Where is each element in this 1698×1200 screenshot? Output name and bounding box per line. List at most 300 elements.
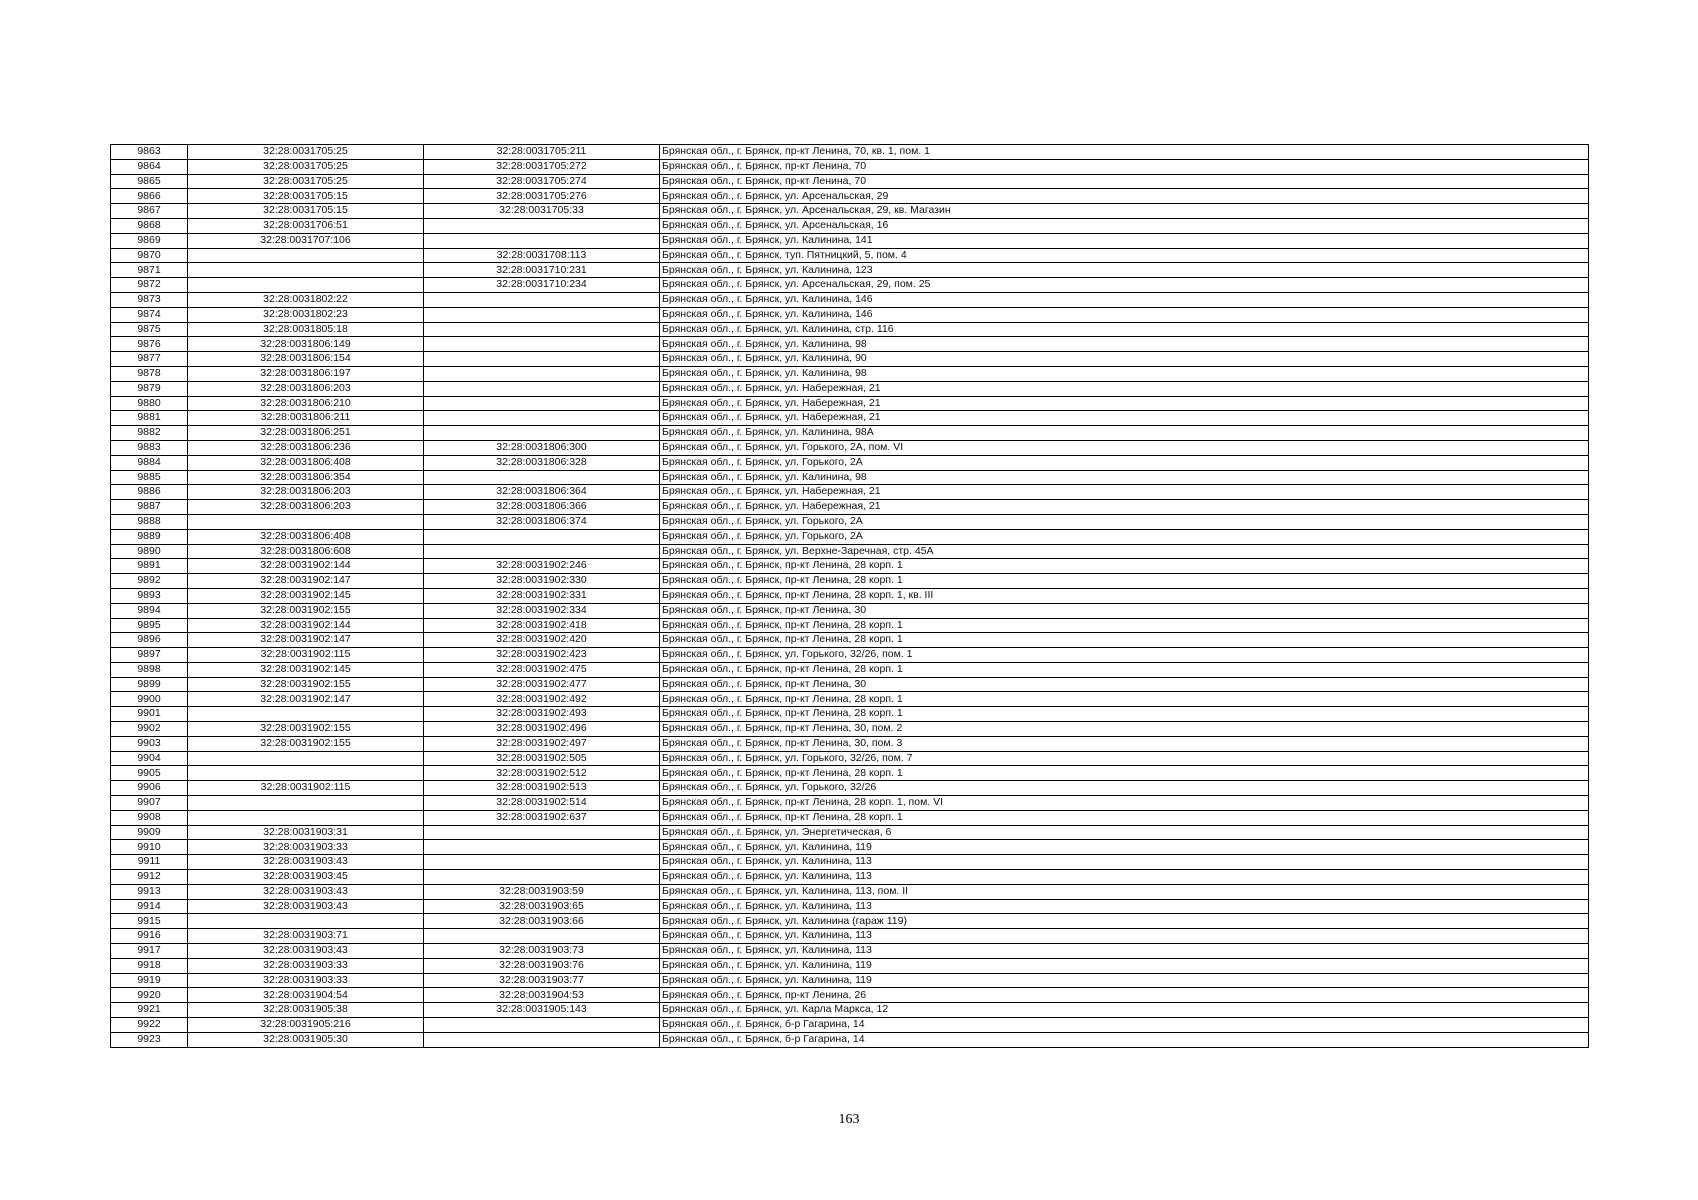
row-number-cell: 9897 — [111, 648, 188, 663]
object-cadastral-number-cell — [424, 233, 660, 248]
address-cell: Брянская обл., г. Брянск, ул. Арсенальская, 29, пом. 25 — [660, 278, 1589, 293]
parcel-cadastral-number-cell: 32:28:0031802:22 — [188, 292, 424, 307]
table-row — [111, 929, 1589, 944]
address-cell: Брянская обл., г. Брянск, ул. Горького, 2А — [660, 514, 1589, 529]
row-number-cell: 9905 — [111, 766, 188, 781]
parcel-cadastral-number-cell: 32:28:0031902:155 — [188, 677, 424, 692]
table-row — [111, 810, 1589, 825]
object-cadastral-number-cell: 32:28:0031902:493 — [424, 707, 660, 722]
object-cadastral-number-cell — [424, 411, 660, 426]
object-cadastral-number-cell — [424, 855, 660, 870]
row-number-cell: 9910 — [111, 840, 188, 855]
table-row — [111, 292, 1589, 307]
object-cadastral-number-cell: 32:28:0031902:505 — [424, 751, 660, 766]
table-row — [111, 766, 1589, 781]
object-cadastral-number-cell: 32:28:0031903:76 — [424, 958, 660, 973]
object-cadastral-number-cell: 32:28:0031902:334 — [424, 603, 660, 618]
table-row — [111, 1003, 1589, 1018]
object-cadastral-number-cell: 32:28:0031902:246 — [424, 559, 660, 574]
row-number-cell: 9920 — [111, 988, 188, 1003]
parcel-cadastral-number-cell — [188, 810, 424, 825]
table-row — [111, 352, 1589, 367]
parcel-cadastral-number-cell: 32:28:0031806:408 — [188, 529, 424, 544]
parcel-cadastral-number-cell — [188, 914, 424, 929]
address-cell: Брянская обл., г. Брянск, ул. Калинина, 113 — [660, 944, 1589, 959]
registry-table-body — [111, 145, 1589, 1048]
address-cell: Брянская обл., г. Брянск, ул. Калинина, 113 — [660, 870, 1589, 885]
parcel-cadastral-number-cell: 32:28:0031806:251 — [188, 426, 424, 441]
row-number-cell: 9923 — [111, 1032, 188, 1047]
address-cell: Брянская обл., г. Брянск, ул. Энергетическая, 6 — [660, 825, 1589, 840]
table-row — [111, 145, 1589, 160]
table-row — [111, 559, 1589, 574]
parcel-cadastral-number-cell: 32:28:0031903:33 — [188, 958, 424, 973]
property-registry-table — [110, 144, 1589, 1048]
object-cadastral-number-cell: 32:28:0031902:420 — [424, 633, 660, 648]
address-cell: Брянская обл., г. Брянск, ул. Калинина, 119 — [660, 958, 1589, 973]
address-cell: Брянская обл., г. Брянск, пр-кт Ленина, 30 — [660, 677, 1589, 692]
row-number-cell: 9917 — [111, 944, 188, 959]
table-row — [111, 722, 1589, 737]
parcel-cadastral-number-cell: 32:28:0031902:144 — [188, 618, 424, 633]
address-cell: Брянская обл., г. Брянск, пр-кт Ленина, 70 — [660, 159, 1589, 174]
address-cell: Брянская обл., г. Брянск, ул. Калинина, 113, пом. II — [660, 884, 1589, 899]
row-number-cell: 9877 — [111, 352, 188, 367]
object-cadastral-number-cell — [424, 218, 660, 233]
object-cadastral-number-cell — [424, 529, 660, 544]
address-cell: Брянская обл., г. Брянск, ул. Калинина, 113 — [660, 855, 1589, 870]
address-cell: Брянская обл., г. Брянск, ул. Набережная, 21 — [660, 396, 1589, 411]
object-cadastral-number-cell — [424, 352, 660, 367]
object-cadastral-number-cell: 32:28:0031806:364 — [424, 485, 660, 500]
object-cadastral-number-cell: 32:28:0031710:231 — [424, 263, 660, 278]
table-row — [111, 455, 1589, 470]
parcel-cadastral-number-cell: 32:28:0031705:25 — [188, 174, 424, 189]
table-row — [111, 677, 1589, 692]
row-number-cell: 9906 — [111, 781, 188, 796]
address-cell: Брянская обл., г. Брянск, пр-кт Ленина, 28 корп. 1, кв. III — [660, 588, 1589, 603]
table-row — [111, 973, 1589, 988]
row-number-cell: 9879 — [111, 381, 188, 396]
object-cadastral-number-cell: 32:28:0031902:477 — [424, 677, 660, 692]
table-row — [111, 899, 1589, 914]
parcel-cadastral-number-cell: 32:28:0031902:147 — [188, 692, 424, 707]
table-row — [111, 307, 1589, 322]
row-number-cell: 9891 — [111, 559, 188, 574]
parcel-cadastral-number-cell: 32:28:0031902:145 — [188, 662, 424, 677]
parcel-cadastral-number-cell: 32:28:0031806:408 — [188, 455, 424, 470]
row-number-cell: 9896 — [111, 633, 188, 648]
parcel-cadastral-number-cell: 32:28:0031905:30 — [188, 1032, 424, 1047]
address-cell: Брянская обл., г. Брянск, пр-кт Ленина, 28 корп. 1 — [660, 559, 1589, 574]
parcel-cadastral-number-cell — [188, 278, 424, 293]
table-row — [111, 233, 1589, 248]
object-cadastral-number-cell: 32:28:0031708:113 — [424, 248, 660, 263]
parcel-cadastral-number-cell: 32:28:0031705:25 — [188, 159, 424, 174]
table-row — [111, 426, 1589, 441]
address-cell: Брянская обл., г. Брянск, ул. Калинина, 113 — [660, 899, 1589, 914]
parcel-cadastral-number-cell: 32:28:0031905:216 — [188, 1018, 424, 1033]
row-number-cell: 9869 — [111, 233, 188, 248]
table-row — [111, 588, 1589, 603]
object-cadastral-number-cell — [424, 840, 660, 855]
address-cell: Брянская обл., г. Брянск, пр-кт Ленина, 28 корп. 1 — [660, 574, 1589, 589]
row-number-cell: 9909 — [111, 825, 188, 840]
object-cadastral-number-cell: 32:28:0031903:73 — [424, 944, 660, 959]
address-cell: Брянская обл., г. Брянск, пр-кт Ленина, 30 — [660, 603, 1589, 618]
row-number-cell: 9878 — [111, 366, 188, 381]
object-cadastral-number-cell: 32:28:0031705:274 — [424, 174, 660, 189]
address-cell: Брянская обл., г. Брянск, ул. Горького, 2А — [660, 455, 1589, 470]
address-cell: Брянская обл., г. Брянск, ул. Горького, 2А, пом. VI — [660, 440, 1589, 455]
row-number-cell: 9900 — [111, 692, 188, 707]
object-cadastral-number-cell: 32:28:0031705:272 — [424, 159, 660, 174]
table-row — [111, 781, 1589, 796]
parcel-cadastral-number-cell: 32:28:0031903:45 — [188, 870, 424, 885]
table-row — [111, 411, 1589, 426]
row-number-cell: 9882 — [111, 426, 188, 441]
row-number-cell: 9904 — [111, 751, 188, 766]
parcel-cadastral-number-cell: 32:28:0031903:43 — [188, 855, 424, 870]
object-cadastral-number-cell: 32:28:0031806:374 — [424, 514, 660, 529]
row-number-cell: 9880 — [111, 396, 188, 411]
address-cell: Брянская обл., г. Брянск, пр-кт Ленина, 28 корп. 1 — [660, 662, 1589, 677]
row-number-cell: 9866 — [111, 189, 188, 204]
parcel-cadastral-number-cell: 32:28:0031902:147 — [188, 633, 424, 648]
object-cadastral-number-cell: 32:28:0031903:59 — [424, 884, 660, 899]
row-number-cell: 9871 — [111, 263, 188, 278]
row-number-cell: 9894 — [111, 603, 188, 618]
row-number-cell: 9873 — [111, 292, 188, 307]
parcel-cadastral-number-cell — [188, 766, 424, 781]
parcel-cadastral-number-cell: 32:28:0031902:145 — [188, 588, 424, 603]
table-row — [111, 958, 1589, 973]
parcel-cadastral-number-cell: 32:28:0031706:51 — [188, 218, 424, 233]
parcel-cadastral-number-cell: 32:28:0031903:71 — [188, 929, 424, 944]
object-cadastral-number-cell: 32:28:0031806:300 — [424, 440, 660, 455]
address-cell: Брянская обл., г. Брянск, ул. Калинина, стр. 116 — [660, 322, 1589, 337]
table-row — [111, 189, 1589, 204]
object-cadastral-number-cell: 32:28:0031806:328 — [424, 455, 660, 470]
parcel-cadastral-number-cell: 32:28:0031805:18 — [188, 322, 424, 337]
row-number-cell: 9876 — [111, 337, 188, 352]
object-cadastral-number-cell: 32:28:0031902:331 — [424, 588, 660, 603]
row-number-cell: 9918 — [111, 958, 188, 973]
table-row — [111, 574, 1589, 589]
parcel-cadastral-number-cell — [188, 751, 424, 766]
parcel-cadastral-number-cell: 32:28:0031806:203 — [188, 381, 424, 396]
table-row — [111, 633, 1589, 648]
address-cell: Брянская обл., г. Брянск, пр-кт Ленина, 70 — [660, 174, 1589, 189]
parcel-cadastral-number-cell: 32:28:0031806:608 — [188, 544, 424, 559]
parcel-cadastral-number-cell: 32:28:0031902:155 — [188, 736, 424, 751]
object-cadastral-number-cell — [424, 322, 660, 337]
table-row — [111, 944, 1589, 959]
parcel-cadastral-number-cell — [188, 263, 424, 278]
object-cadastral-number-cell — [424, 381, 660, 396]
address-cell: Брянская обл., г. Брянск, ул. Набережная, 21 — [660, 411, 1589, 426]
address-cell: Брянская обл., г. Брянск, ул. Арсенальская, 16 — [660, 218, 1589, 233]
address-cell: Брянская обл., г. Брянск, ул. Калинина, 146 — [660, 292, 1589, 307]
parcel-cadastral-number-cell: 32:28:0031705:15 — [188, 204, 424, 219]
object-cadastral-number-cell — [424, 426, 660, 441]
parcel-cadastral-number-cell: 32:28:0031902:155 — [188, 603, 424, 618]
parcel-cadastral-number-cell: 32:28:0031802:23 — [188, 307, 424, 322]
object-cadastral-number-cell — [424, 292, 660, 307]
address-cell: Брянская обл., г. Брянск, ул. Верхне-Заречная, стр. 45А — [660, 544, 1589, 559]
table-row — [111, 648, 1589, 663]
row-number-cell: 9881 — [111, 411, 188, 426]
table-row — [111, 470, 1589, 485]
address-cell: Брянская обл., г. Брянск, ул. Калинина, 113 — [660, 929, 1589, 944]
object-cadastral-number-cell: 32:28:0031902:512 — [424, 766, 660, 781]
address-cell: Брянская обл., г. Брянск, б-р Гагарина, 14 — [660, 1032, 1589, 1047]
row-number-cell: 9887 — [111, 500, 188, 515]
row-number-cell: 9889 — [111, 529, 188, 544]
object-cadastral-number-cell — [424, 366, 660, 381]
parcel-cadastral-number-cell: 32:28:0031806:203 — [188, 485, 424, 500]
object-cadastral-number-cell: 32:28:0031902:492 — [424, 692, 660, 707]
address-cell: Брянская обл., г. Брянск, пр-кт Ленина, 28 корп. 1 — [660, 618, 1589, 633]
row-number-cell: 9863 — [111, 145, 188, 160]
address-cell: Брянская обл., г. Брянск, ул. Калинина, 119 — [660, 973, 1589, 988]
table-row — [111, 1018, 1589, 1033]
parcel-cadastral-number-cell: 32:28:0031903:31 — [188, 825, 424, 840]
object-cadastral-number-cell: 32:28:0031806:366 — [424, 500, 660, 515]
parcel-cadastral-number-cell: 32:28:0031903:43 — [188, 884, 424, 899]
address-cell: Брянская обл., г. Брянск, ул. Калинина (гараж 119) — [660, 914, 1589, 929]
table-row — [111, 914, 1589, 929]
object-cadastral-number-cell — [424, 544, 660, 559]
address-cell: Брянская обл., г. Брянск, пр-кт Ленина, 28 корп. 1 — [660, 766, 1589, 781]
parcel-cadastral-number-cell — [188, 514, 424, 529]
page-number: 163 — [838, 1112, 860, 1127]
object-cadastral-number-cell: 32:28:0031902:496 — [424, 722, 660, 737]
row-number-cell: 9901 — [111, 707, 188, 722]
parcel-cadastral-number-cell: 32:28:0031806:197 — [188, 366, 424, 381]
parcel-cadastral-number-cell: 32:28:0031902:115 — [188, 648, 424, 663]
parcel-cadastral-number-cell: 32:28:0031902:115 — [188, 781, 424, 796]
address-cell: Брянская обл., г. Брянск, пр-кт Ленина, 28 корп. 1 — [660, 692, 1589, 707]
address-cell: Брянская обл., г. Брянск, ул. Горького, 2А — [660, 529, 1589, 544]
parcel-cadastral-number-cell: 32:28:0031902:147 — [188, 574, 424, 589]
parcel-cadastral-number-cell: 32:28:0031903:43 — [188, 899, 424, 914]
row-number-cell: 9903 — [111, 736, 188, 751]
parcel-cadastral-number-cell — [188, 707, 424, 722]
table-row — [111, 870, 1589, 885]
row-number-cell: 9868 — [111, 218, 188, 233]
parcel-cadastral-number-cell: 32:28:0031903:33 — [188, 973, 424, 988]
address-cell: Брянская обл., г. Брянск, ул. Калинина, 123 — [660, 263, 1589, 278]
table-row — [111, 707, 1589, 722]
parcel-cadastral-number-cell: 32:28:0031904:54 — [188, 988, 424, 1003]
table-row — [111, 1032, 1589, 1047]
row-number-cell: 9907 — [111, 796, 188, 811]
parcel-cadastral-number-cell: 32:28:0031902:144 — [188, 559, 424, 574]
row-number-cell: 9867 — [111, 204, 188, 219]
object-cadastral-number-cell: 32:28:0031903:77 — [424, 973, 660, 988]
row-number-cell: 9884 — [111, 455, 188, 470]
table-row — [111, 263, 1589, 278]
object-cadastral-number-cell — [424, 1018, 660, 1033]
table-row — [111, 544, 1589, 559]
row-number-cell: 9888 — [111, 514, 188, 529]
address-cell: Брянская обл., г. Брянск, пр-кт Ленина, 30, пом. 3 — [660, 736, 1589, 751]
row-number-cell: 9865 — [111, 174, 188, 189]
address-cell: Брянская обл., г. Брянск, ул. Калинина, 90 — [660, 352, 1589, 367]
row-number-cell: 9875 — [111, 322, 188, 337]
parcel-cadastral-number-cell — [188, 796, 424, 811]
row-number-cell: 9899 — [111, 677, 188, 692]
object-cadastral-number-cell — [424, 1032, 660, 1047]
object-cadastral-number-cell: 32:28:0031710:234 — [424, 278, 660, 293]
parcel-cadastral-number-cell: 32:28:0031806:211 — [188, 411, 424, 426]
table-row — [111, 825, 1589, 840]
address-cell: Брянская обл., г. Брянск, ул. Калинина, 98 — [660, 366, 1589, 381]
object-cadastral-number-cell — [424, 870, 660, 885]
row-number-cell: 9915 — [111, 914, 188, 929]
row-number-cell: 9892 — [111, 574, 188, 589]
row-number-cell: 9895 — [111, 618, 188, 633]
parcel-cadastral-number-cell: 32:28:0031905:38 — [188, 1003, 424, 1018]
parcel-cadastral-number-cell: 32:28:0031806:203 — [188, 500, 424, 515]
row-number-cell: 9885 — [111, 470, 188, 485]
parcel-cadastral-number-cell: 32:28:0031903:33 — [188, 840, 424, 855]
address-cell: Брянская обл., г. Брянск, ул. Арсенальская, 29 — [660, 189, 1589, 204]
parcel-cadastral-number-cell: 32:28:0031903:43 — [188, 944, 424, 959]
object-cadastral-number-cell: 32:28:0031705:276 — [424, 189, 660, 204]
table-row — [111, 840, 1589, 855]
parcel-cadastral-number-cell: 32:28:0031806:210 — [188, 396, 424, 411]
table-row — [111, 366, 1589, 381]
object-cadastral-number-cell: 32:28:0031902:637 — [424, 810, 660, 825]
address-cell: Брянская обл., г. Брянск, ул. Калинина, 146 — [660, 307, 1589, 322]
object-cadastral-number-cell: 32:28:0031903:66 — [424, 914, 660, 929]
address-cell: Брянская обл., г. Брянск, пр-кт Ленина, 28 корп. 1 — [660, 633, 1589, 648]
table-row — [111, 396, 1589, 411]
object-cadastral-number-cell: 32:28:0031705:211 — [424, 145, 660, 160]
parcel-cadastral-number-cell: 32:28:0031806:149 — [188, 337, 424, 352]
address-cell: Брянская обл., г. Брянск, ул. Арсенальская, 29, кв. Магазин — [660, 204, 1589, 219]
row-number-cell: 9874 — [111, 307, 188, 322]
parcel-cadastral-number-cell: 32:28:0031806:236 — [188, 440, 424, 455]
object-cadastral-number-cell: 32:28:0031902:423 — [424, 648, 660, 663]
object-cadastral-number-cell — [424, 396, 660, 411]
table-row — [111, 337, 1589, 352]
address-cell: Брянская обл., г. Брянск, пр-кт Ленина, 70, кв. 1, пом. 1 — [660, 145, 1589, 160]
address-cell: Брянская обл., г. Брянск, пр-кт Ленина, 28 корп. 1 — [660, 810, 1589, 825]
object-cadastral-number-cell: 32:28:0031902:330 — [424, 574, 660, 589]
table-row — [111, 500, 1589, 515]
address-cell: Брянская обл., г. Брянск, ул. Горького, 32/26, пом. 7 — [660, 751, 1589, 766]
row-number-cell: 9922 — [111, 1018, 188, 1033]
object-cadastral-number-cell: 32:28:0031705:33 — [424, 204, 660, 219]
address-cell: Брянская обл., г. Брянск, ул. Калинина, 119 — [660, 840, 1589, 855]
object-cadastral-number-cell — [424, 825, 660, 840]
table-row — [111, 159, 1589, 174]
table-row — [111, 603, 1589, 618]
row-number-cell: 9870 — [111, 248, 188, 263]
address-cell: Брянская обл., г. Брянск, ул. Горького, 32/26, пом. 1 — [660, 648, 1589, 663]
parcel-cadastral-number-cell: 32:28:0031902:155 — [188, 722, 424, 737]
table-row — [111, 322, 1589, 337]
address-cell: Брянская обл., г. Брянск, пр-кт Ленина, 30, пом. 2 — [660, 722, 1589, 737]
address-cell: Брянская обл., г. Брянск, ул. Калинина, 98 — [660, 470, 1589, 485]
table-row — [111, 662, 1589, 677]
row-number-cell: 9914 — [111, 899, 188, 914]
address-cell: Брянская обл., г. Брянск, ул. Горького, 32/26 — [660, 781, 1589, 796]
row-number-cell: 9883 — [111, 440, 188, 455]
object-cadastral-number-cell: 32:28:0031902:513 — [424, 781, 660, 796]
table-row — [111, 248, 1589, 263]
parcel-cadastral-number-cell: 32:28:0031806:354 — [188, 470, 424, 485]
table-row — [111, 751, 1589, 766]
object-cadastral-number-cell: 32:28:0031902:418 — [424, 618, 660, 633]
row-number-cell: 9886 — [111, 485, 188, 500]
address-cell: Брянская обл., г. Брянск, ул. Набережная, 21 — [660, 485, 1589, 500]
row-number-cell: 9921 — [111, 1003, 188, 1018]
table-row — [111, 736, 1589, 751]
object-cadastral-number-cell — [424, 337, 660, 352]
table-row — [111, 485, 1589, 500]
object-cadastral-number-cell — [424, 929, 660, 944]
table-row — [111, 440, 1589, 455]
row-number-cell: 9912 — [111, 870, 188, 885]
table-row — [111, 218, 1589, 233]
object-cadastral-number-cell: 32:28:0031902:514 — [424, 796, 660, 811]
table-row — [111, 884, 1589, 899]
parcel-cadastral-number-cell: 32:28:0031705:25 — [188, 145, 424, 160]
row-number-cell: 9872 — [111, 278, 188, 293]
address-cell: Брянская обл., г. Брянск, б-р Гагарина, 14 — [660, 1018, 1589, 1033]
object-cadastral-number-cell: 32:28:0031905:143 — [424, 1003, 660, 1018]
row-number-cell: 9919 — [111, 973, 188, 988]
object-cadastral-number-cell: 32:28:0031903:65 — [424, 899, 660, 914]
row-number-cell: 9911 — [111, 855, 188, 870]
parcel-cadastral-number-cell: 32:28:0031806:154 — [188, 352, 424, 367]
object-cadastral-number-cell — [424, 470, 660, 485]
parcel-cadastral-number-cell — [188, 248, 424, 263]
row-number-cell: 9890 — [111, 544, 188, 559]
table-row — [111, 514, 1589, 529]
table-row — [111, 529, 1589, 544]
table-row — [111, 855, 1589, 870]
row-number-cell: 9913 — [111, 884, 188, 899]
address-cell: Брянская обл., г. Брянск, пр-кт Ленина, 28 корп. 1, пом. VI — [660, 796, 1589, 811]
table-row — [111, 381, 1589, 396]
object-cadastral-number-cell — [424, 307, 660, 322]
address-cell: Брянская обл., г. Брянск, ул. Набережная, 21 — [660, 500, 1589, 515]
table-row — [111, 278, 1589, 293]
address-cell: Брянская обл., г. Брянск, пр-кт Ленина, 28 корп. 1 — [660, 707, 1589, 722]
row-number-cell: 9908 — [111, 810, 188, 825]
table-row — [111, 618, 1589, 633]
object-cadastral-number-cell: 32:28:0031902:497 — [424, 736, 660, 751]
address-cell: Брянская обл., г. Брянск, ул. Калинина, 98А — [660, 426, 1589, 441]
address-cell: Брянская обл., г. Брянск, ул. Набережная, 21 — [660, 381, 1589, 396]
address-cell: Брянская обл., г. Брянск, ул. Карла Маркса, 12 — [660, 1003, 1589, 1018]
table-row — [111, 204, 1589, 219]
row-number-cell: 9864 — [111, 159, 188, 174]
parcel-cadastral-number-cell: 32:28:0031707:106 — [188, 233, 424, 248]
row-number-cell: 9916 — [111, 929, 188, 944]
row-number-cell: 9898 — [111, 662, 188, 677]
parcel-cadastral-number-cell: 32:28:0031705:15 — [188, 189, 424, 204]
address-cell: Брянская обл., г. Брянск, ул. Калинина, 141 — [660, 233, 1589, 248]
address-cell: Брянская обл., г. Брянск, туп. Пятницкий, 5, пом. 4 — [660, 248, 1589, 263]
table-row — [111, 692, 1589, 707]
table-row — [111, 988, 1589, 1003]
